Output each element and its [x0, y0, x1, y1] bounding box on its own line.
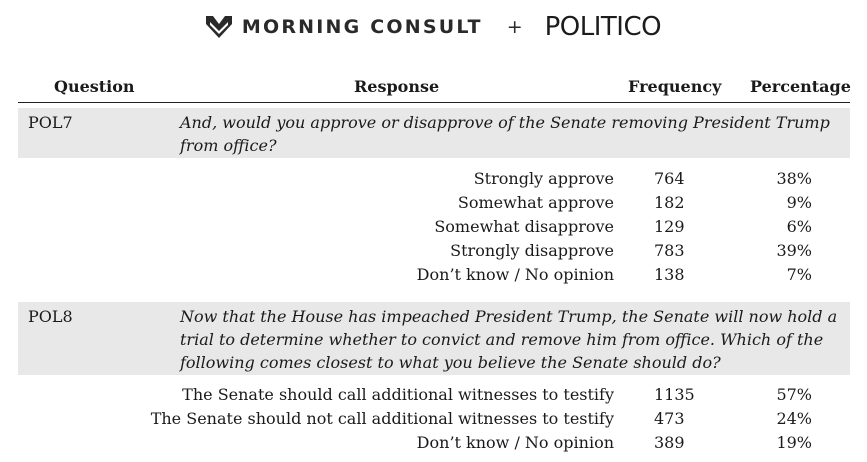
response-label: Strongly approve	[473, 169, 614, 188]
column-header-response: Response	[354, 77, 440, 96]
response-percentage: 24%	[776, 409, 812, 428]
response-frequency: 1135	[654, 385, 695, 404]
politico-wordmark: POLITICO	[544, 12, 662, 42]
response-percentage: 9%	[786, 193, 812, 212]
response-label: Somewhat disapprove	[434, 217, 614, 236]
morning-consult-chevron-icon	[206, 16, 232, 38]
question-row-pol7	[18, 108, 850, 158]
response-frequency: 783	[654, 241, 685, 260]
table-row	[18, 264, 850, 288]
column-header-question: Question	[54, 77, 135, 96]
column-header-percentage: Percentage	[750, 77, 851, 96]
response-label: Somewhat approve	[457, 193, 614, 212]
question-id: POL8	[28, 307, 73, 326]
brand-separator: +	[506, 16, 523, 38]
morning-consult-wordmark: MORNING CONSULT	[241, 16, 483, 38]
table-column-headers	[18, 74, 850, 103]
response-label: Don’t know / No opinion	[416, 433, 614, 452]
response-label: The Senate should call additional witnesses to testify	[182, 385, 614, 404]
table-row	[18, 168, 850, 192]
morning-consult-logo	[206, 16, 483, 38]
response-frequency: 389	[654, 433, 685, 452]
table-row	[18, 432, 850, 456]
table-row	[18, 192, 850, 216]
response-percentage: 38%	[776, 169, 812, 188]
page-header	[0, 8, 867, 46]
question-text: And, would you approve or disapprove of the Senate removing President Trump from office?	[180, 113, 830, 155]
response-label: Strongly disapprove	[450, 241, 614, 260]
response-frequency: 138	[654, 265, 685, 284]
response-frequency: 182	[654, 193, 685, 212]
column-header-frequency: Frequency	[628, 77, 722, 96]
response-frequency: 129	[654, 217, 685, 236]
response-percentage: 57%	[776, 385, 812, 404]
response-percentage: 39%	[776, 241, 812, 260]
table-row	[18, 384, 850, 408]
question-text: Now that the House has impeached President Trump, the Senate will now hold a trial to determine whether to convict and remove him from office. Which of the following comes closest to what you believe the Senate should do?	[180, 307, 838, 372]
response-percentage: 7%	[786, 265, 812, 284]
table-row	[18, 216, 850, 240]
question-id: POL7	[28, 113, 73, 132]
response-percentage: 6%	[786, 217, 812, 236]
response-label: The Senate should not call additional witnesses to testify	[150, 409, 614, 428]
response-label: Don’t know / No opinion	[416, 265, 614, 284]
table-row	[18, 240, 850, 264]
response-percentage: 19%	[776, 433, 812, 452]
response-frequency: 764	[654, 169, 685, 188]
question-row-pol8	[18, 302, 850, 375]
table-row	[18, 408, 850, 432]
response-frequency: 473	[654, 409, 685, 428]
